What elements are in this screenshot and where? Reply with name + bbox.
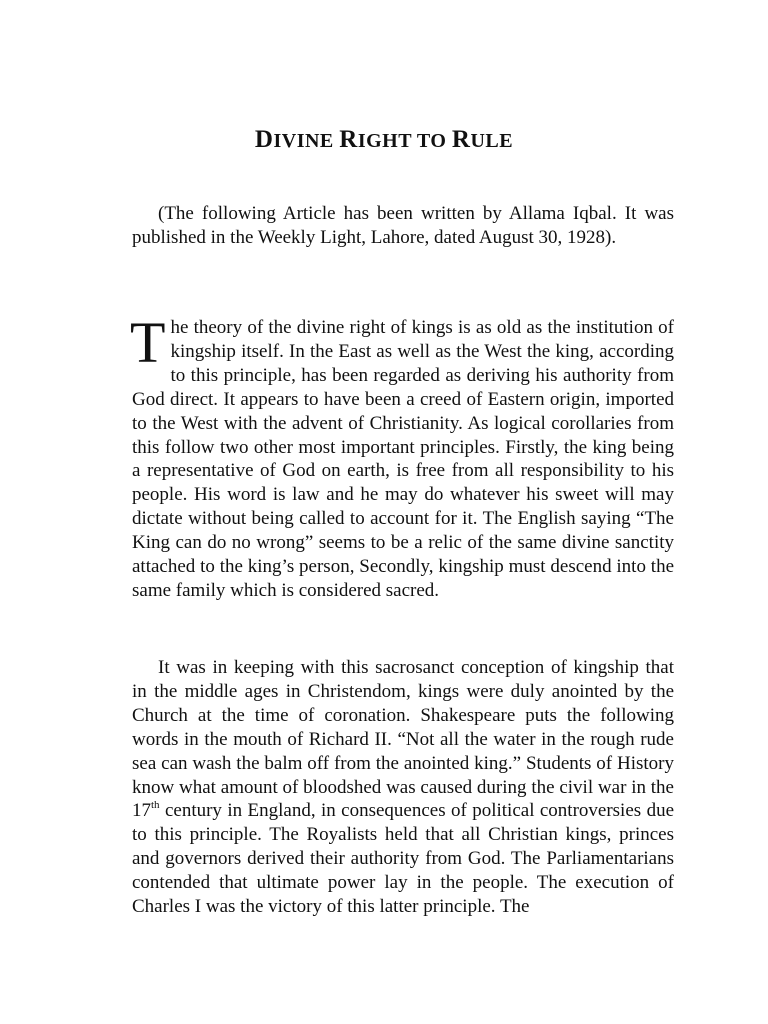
page-title [0,126,768,154]
drop-cap: T [130,310,166,375]
title-cap-r: R [339,126,358,153]
title-small-caps-3: ULE [470,130,514,152]
title-small-caps-2: IGHT TO [357,130,452,152]
title-cap-d: D [254,126,274,153]
ordinal-superscript: th [151,799,160,812]
paragraph-2-text-a: It was in keeping with this sacrosanct conception of kingship that in the middle ages in Christendom, kings were duly anointed by the Church at the time of coronation. Shakespeare puts the following words in the mouth of Richard II. “Not all the water in the rough rude sea can wash the balm off from the anointed king.” Students of History know what amount of bloodshed was caused during the civil war in the 17 [132,657,674,822]
title-small-caps-1: IVINE [273,130,340,152]
intro-note: (The following Article has been written by Allama Iqbal. It was published in the Weekly Light, Lahore, dated August 30, 1928). [132,203,674,248]
paragraph-2 [132,656,674,919]
paragraph-1 [130,310,674,603]
paragraph-2-text-b: century in England, in consequences of political controversies due to this principle. The Royalists held that all Christian kings, princes and governors derived their authority from God. The Parliamentarians contended that ultimate power lay in the people. The execution of Charles I was the victory of this latter principle. The [132,800,674,918]
paragraph-1-text: he theory of the divine right of kings is as old as the institution of kingship itself. In the East as well as the West the king, according to this principle, has been regarded as deriving his authority from God direct. It appears to have been a creed of Eastern origin, imported to the West with the advent of Christianity. As logical corollaries from this follow two other most important principles. Firstly, the king being a representative of God on earth, is free from all responsibility to his people. His word is law and he may do whatever his sweet will may dictate without being called to account for it. The English saying “The King can do no wrong” seems to be a relic of the same divine sanctity attached to the king’s person, Secondly, kingship must descend into the same family which is considered sacred. [132,317,674,601]
title-cap-r2: R [451,126,471,153]
